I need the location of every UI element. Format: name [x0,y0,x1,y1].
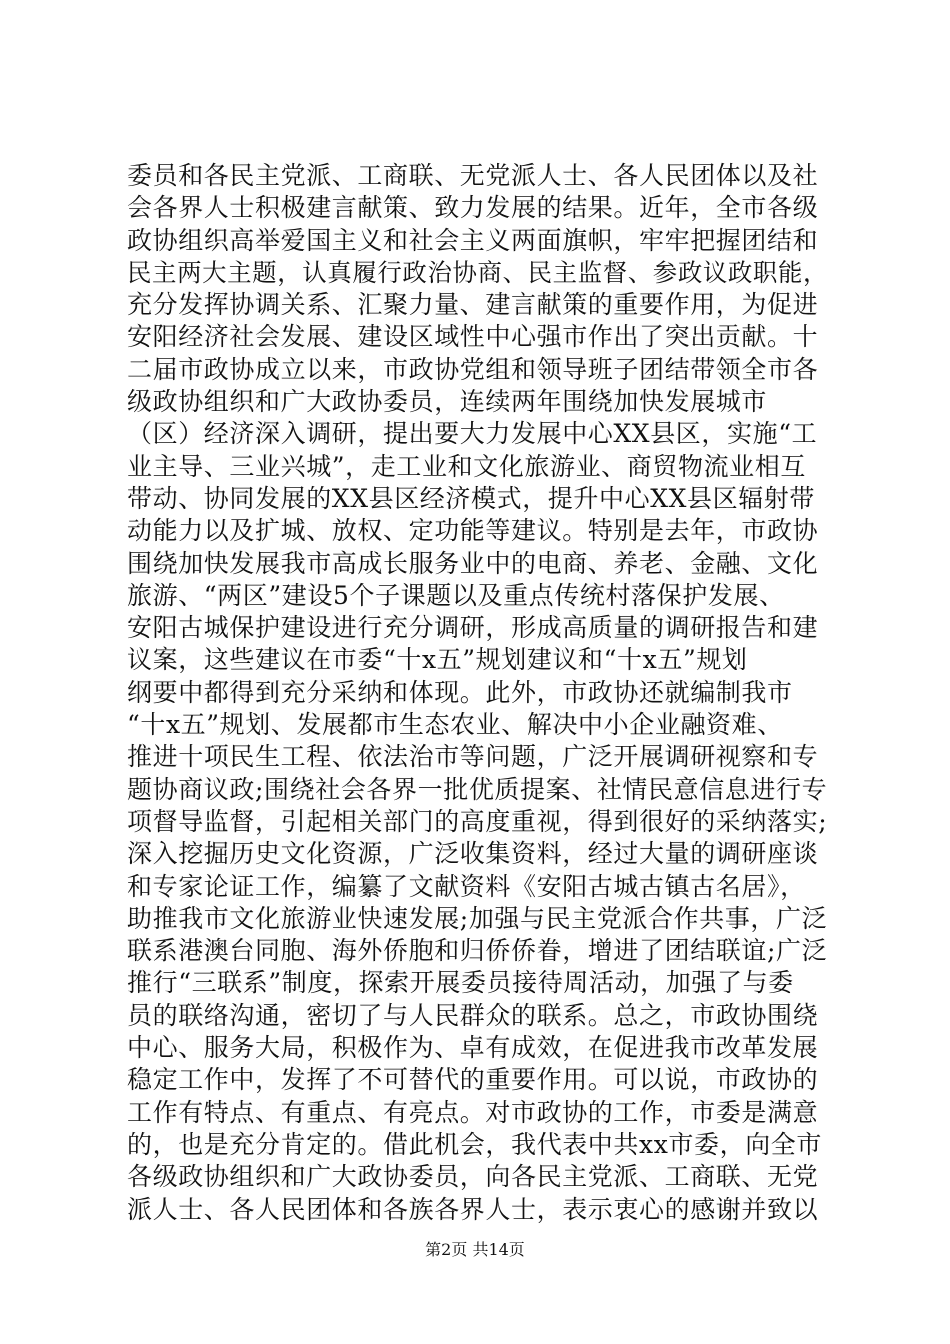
text-line: 的，也是充分肯定的。借此机会，我代表中共xx市委，向全市 [127,1129,823,1159]
text-line: 稳定工作中，发挥了不可替代的重要作用。可以说，市政协的 [127,1065,819,1095]
text-line: 动能力以及扩城、放权、定功能等建议。特别是去年，市政协 [127,516,819,546]
text-line: 安阳古城保护建设进行充分调研，形成高质量的调研报告和建 [127,613,819,643]
text-line: 议案，这些建议在市委“十x五”规划建议和“十x五”规划 [127,645,748,675]
text-line: 员的联络沟通，密切了与人民群众的联系。总之，市政协围绕 [127,1000,819,1030]
text-line: “十x五”规划、发展都市生态农业、解决中小企业融资难、 [127,710,783,740]
text-line: 民主两大主题，认真履行政治协商、民主监督、参政议政职能， [127,257,829,287]
page-footer: 第2页 共14页 [425,1240,525,1259]
text-line: 推行“三联系”制度，探索开展委员接待周活动，加强了与委 [127,968,794,998]
text-line: 业主导、三业兴城”，走工业和文化旅游业、商贸物流业相互 [127,451,806,481]
text-line: 助推我市文化旅游业快速发展;加强与民主党派合作共事，广泛 [127,903,828,933]
text-line: 中心、服务大局，积极作为、卓有成效，在促进我市改革发展 [127,1033,819,1063]
text-line: 二届市政协成立以来，市政协党组和领导班子团结带领全市各 [127,354,819,384]
text-line: 各级政协组织和广大政协委员，向各民主党派、工商联、无党 [127,1162,819,1192]
text-line: 充分发挥协调关系、汇聚力量、建言献策的重要作用，为促进 [127,290,819,320]
text-line: 纲要中都得到充分采纳和体现。此外，市政协还就编制我市 [127,677,793,707]
text-line: 会各界人士积极建言献策、致力发展的结果。近年，全市各级 [127,193,819,223]
text-line: 项督导监督，引起相关部门的高度重视，得到很好的采纳落实; [127,806,828,836]
text-line: 题协商议政;围绕社会各界一批优质提案、社情民意信息进行专 [127,774,828,804]
text-line: 旅游、“两区”建设5个子课题以及重点传统村落保护发展、 [127,580,785,610]
body-text [127,160,832,1226]
text-line: 委员和各民主党派、工商联、无党派人士、各人民团体以及社 [127,161,819,190]
text-line: 深入挖掘历史文化资源，广泛收集资料，经过大量的调研座谈 [127,839,819,869]
text-line: 政协组织高举爱国主义和社会主义两面旗帜，牢牢把握团结和 [127,225,819,255]
text-line: 推进十项民生工程、依法治市等问题，广泛开展调研视察和专 [127,742,819,772]
text-line: （区）经济深入调研，提出要大力发展中心XX县区，实施“工 [127,419,818,449]
text-line: 带动、协同发展的XX县区经济模式，提升中心XX县区辐射带 [127,483,815,513]
text-line: 安阳经济社会发展、建设区域性中心强市作出了突出贡献。十 [127,322,819,352]
text-line: 派人士、各人民团体和各族各界人士，表示衷心的感谢并致以 [127,1194,819,1224]
text-line: 工作有特点、有重点、有亮点。对市政协的工作，市委是满意 [127,1097,819,1127]
text-line: 级政协组织和广大政协委员，连续两年围绕加快发展城市 [127,387,768,417]
text-line: 联系港澳台同胞、海外侨胞和归侨侨眷，增进了团结联谊;广泛 [127,936,828,966]
text-line: 围绕加快发展我市高成长服务业中的电商、养老、金融、文化 [127,548,819,578]
text-line: 和专家论证工作，编纂了文献资料《安阳古城古镇古名居》， [127,871,806,901]
